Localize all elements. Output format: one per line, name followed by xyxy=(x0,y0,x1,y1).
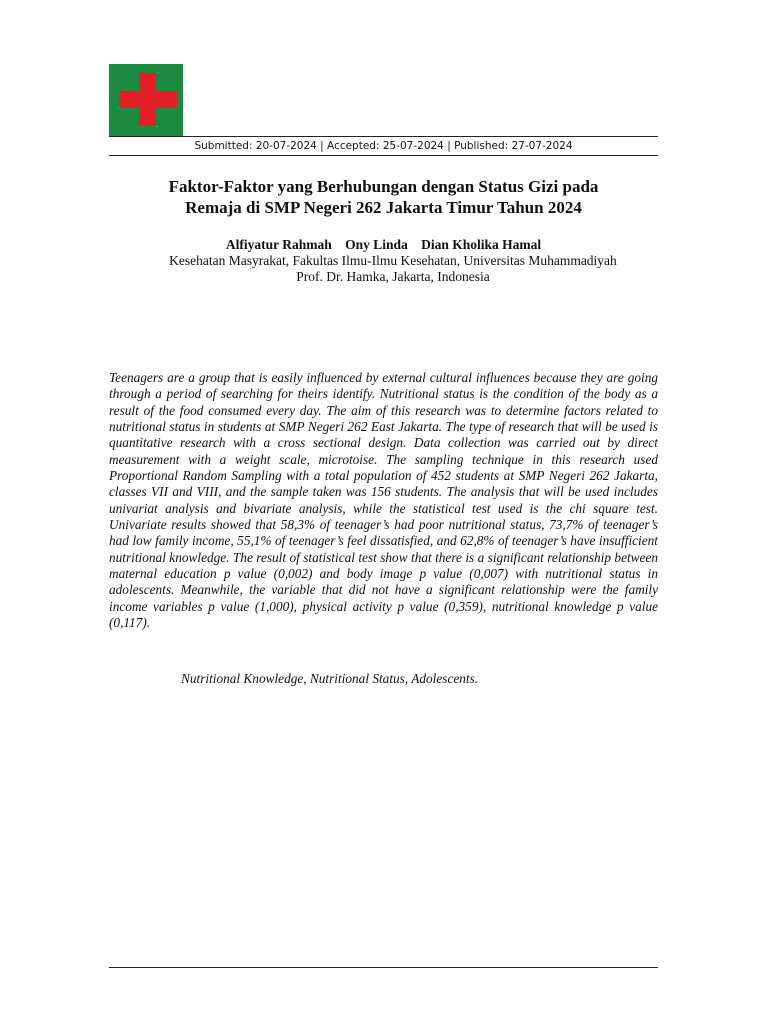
abstract-text: Teenagers are a group that is easily influenced by external cultural influences because they are going through a period of searching for theirs identify. Nutritional status is the condition of the body as a result of the food consumed every day. The aim of this research was to determine factors related to nutritional status in students at SMP Negeri 262 East Jakarta. The type of research that will be used is quantitative research with a cross sectional design. Data collection was carried out by direct measurement with a weight scale, microtoise. The sampling technique in this research used Proportional Random Sampling with a total population of 452 students at SMP Negeri 262 Jakarta, classes VII and VIII, and the sample taken was 156 students. The analysis that will be used includes univariat analysis and bivariate analysis, while the statistical test used is the chi square test. Univariate results showed that 58,3% of teenager’s had poor nutritional status, 73,7% of teenager’s had low family income, 55,1% of teenager’s feel dissatisfied, and 62,8% of teenager’s have insufficient nutritional knowledge. The result of statistical test show that there is a significant relationship between maternal education p value (0,002) and body image p value (0,007) with nutritional status in adolescents. Meanwhile, the variable that did not have a significant relationship were the family income variables p value (1,000), physical activity p value (0,359), nutritional knowledge p value (0,117). xyxy=(109,370,658,631)
paper-title-line-2: Remaja di SMP Negeri 262 Jakarta Timur Tahun 2024 xyxy=(185,198,582,217)
footer-rule xyxy=(109,967,658,968)
affiliation-line-2: Prof. Dr. Hamka, Jakarta, Indonesia xyxy=(296,269,490,284)
paper-title xyxy=(109,176,658,218)
keywords-text: Nutritional Knowledge, Nutritional Status, Adolescents. xyxy=(181,671,479,686)
submission-dates: Submitted: 20-07-2024 | Accepted: 25-07-2024 | Published: 27-07-2024 xyxy=(194,140,573,152)
author-name: Alfiyatur Rahmah xyxy=(225,237,332,252)
red-cross-icon-vertical xyxy=(139,73,156,126)
affiliation-line-1: Kesehatan Masyrakat, Fakultas Ilmu-Ilmu Kesehatan, Universitas Muhammadiyah xyxy=(169,253,617,268)
header-rule-bottom xyxy=(109,155,658,156)
author-name: Ony Linda xyxy=(345,237,408,252)
author-list xyxy=(109,236,658,253)
author-affiliation xyxy=(109,253,677,285)
paper-title-line-1: Faktor-Faktor yang Berhubungan dengan Status Gizi pada xyxy=(168,177,599,196)
header-rule-top xyxy=(109,136,658,137)
author-name: Dian Kholika Hamal xyxy=(421,237,542,252)
journal-logo xyxy=(109,64,183,136)
